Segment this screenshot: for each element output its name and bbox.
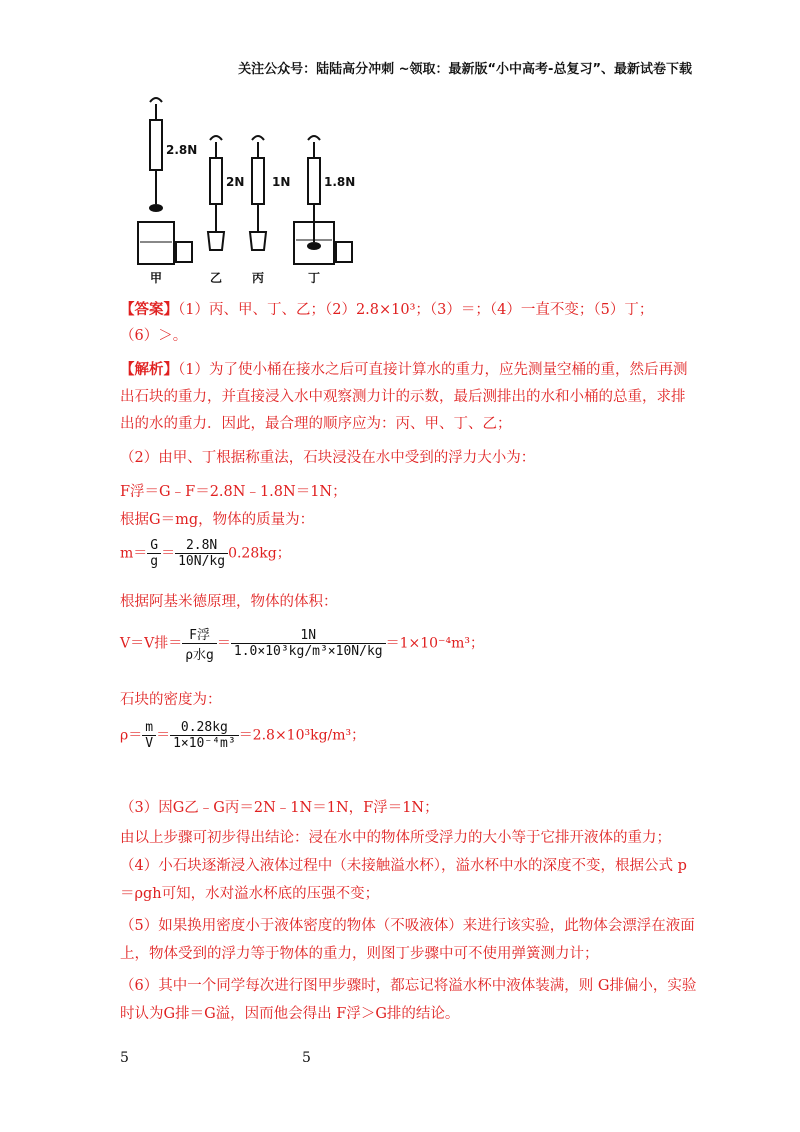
experiment-figure: [128, 92, 388, 292]
label-yi: 乙: [210, 271, 223, 285]
hand-icon: [150, 98, 162, 102]
analysis-tag: 【解析】: [120, 361, 178, 378]
analysis-line-10: 由以上步骤可初步得出结论：浸在水中的物体所受浮力的大小等于它排开液体的重力；: [120, 830, 671, 846]
page-number-center: 5: [302, 1050, 311, 1066]
bucket-bing: [250, 232, 266, 250]
volume-equation: V＝V排＝ $\frac{\text{F浮}}{\text{ρ水g}}$ ＝ $\frac{1N}{\text{1.0×10³kg/m³×10N/kg}}$ ＝1×10⁻⁴m³；: [120, 624, 484, 663]
analysis-line-8: 石块的密度为：: [120, 692, 222, 708]
fraction-volume-value: $\frac{1N}{\text{1.0×10³kg/m³×10N/kg}}$: [231, 628, 386, 659]
overflow-cup-jia: [138, 222, 174, 264]
reading-ding: 1.8N: [324, 175, 356, 189]
fraction-g-over-g: $\frac{G}{g}$: [147, 538, 161, 569]
hand-icon: [308, 136, 320, 140]
fraction-f-over-rho-g: $\frac{\text{F浮}}{\text{ρ水g}}$: [182, 624, 217, 663]
spring-scale-bing: [252, 158, 264, 204]
analysis-line-12: ＝ρgh可知，水对溢水杯底的压强不变；: [120, 886, 380, 902]
answer-tag: 【答案】: [120, 301, 178, 318]
hand-icon: [252, 136, 264, 140]
spring-scale-yi: [210, 158, 222, 204]
analysis-line-16: 时认为G排＝G溢，因而他会得出 F浮＞G排的结论。: [120, 1006, 460, 1022]
analysis-line-6: 根据G＝mg，物体的质量为：: [120, 512, 315, 528]
spring-scale-jia: [150, 120, 162, 170]
reading-jia: 2.8N: [166, 143, 198, 157]
fraction-m-over-v: $\frac{m}{V}$: [142, 720, 156, 751]
answer-line-1: 【答案】（1）丙、甲、丁、乙；（2）2.8×10³；（3）＝；（4）一直不变；（5）丁；: [120, 301, 654, 318]
mass-equation: m＝ $\frac{G}{g}$ ＝ $\frac{2.8N}{10N/kg}$ 0.28kg；: [120, 538, 291, 569]
page-number-left: 5: [120, 1050, 129, 1066]
analysis-line-13: （5）如果换用密度小于液体密度的物体（不吸液体）来进行该实验，此物体会漂浮在液面: [120, 918, 695, 934]
analysis-line-4: （2）由甲、丁根据称重法，石块浸没在水中受到的浮力大小为：: [120, 450, 536, 466]
hand-icon: [210, 136, 222, 140]
answer-line-2: （6）＞。: [120, 328, 188, 344]
reading-yi: 2N: [226, 175, 245, 189]
fraction-density-value: $\frac{0.28kg}{\text{1×10⁻⁴m³}}$: [170, 720, 239, 751]
bucket-yi: [208, 232, 224, 250]
bucket-ding: [336, 242, 352, 262]
analysis-line-5: F浮＝G﹣F＝2.8N﹣1.8N＝1N；: [120, 484, 347, 500]
label-bing: 丙: [252, 271, 265, 285]
analysis-line-15: （6）其中一个同学每次进行图甲步骤时，都忘记将溢水杯中液体装满，则 G排偏小，实验: [120, 978, 697, 994]
analysis-line-2: 出石块的重力，并直接浸入水中观察测力计的示数，最后测排出的水和小桶的总重，求排: [120, 389, 686, 405]
analysis-line-9: （3）因G乙﹣G丙＝2N﹣1N＝1N，F浮＝1N；: [120, 800, 439, 816]
bucket-jia: [176, 242, 192, 262]
analysis-line-14: 上，物体受到的浮力等于物体的重力，则图丁步骤中可不使用弹簧测力计；: [120, 946, 599, 962]
label-ding: 丁: [308, 271, 321, 285]
spring-scale-ding: [308, 158, 320, 204]
density-equation: ρ＝ $\frac{m}{V}$ ＝ $\frac{0.28kg}{\text{1×10⁻⁴m³}}$ ＝2.8×10³kg/m³；: [120, 720, 366, 751]
page-header: 关注公众号：陆陆高分冲刺 ~领取：最新版“小中高考-总复习”、最新试卷下载: [238, 62, 692, 77]
analysis-line-3: 出的水的重力．因此，最合理的顺序应为：丙、甲、丁、乙；: [120, 416, 512, 432]
analysis-line-11: （4）小石块逐渐浸入液体过程中（未接触溢水杯），溢水杯中水的深度不变，根据公式 p: [120, 858, 687, 874]
analysis-line-7: 根据阿基米德原理，物体的体积：: [120, 594, 338, 610]
reading-bing: 1N: [272, 175, 291, 189]
fraction-mass-value: $\frac{2.8N}{10N/kg}$: [175, 538, 228, 569]
analysis-line-1: 【解析】（1）为了使小桶在接水之后可直接计算水的重力，应先测量空桶的重，然后再测: [120, 361, 688, 378]
label-jia: 甲: [150, 271, 163, 285]
